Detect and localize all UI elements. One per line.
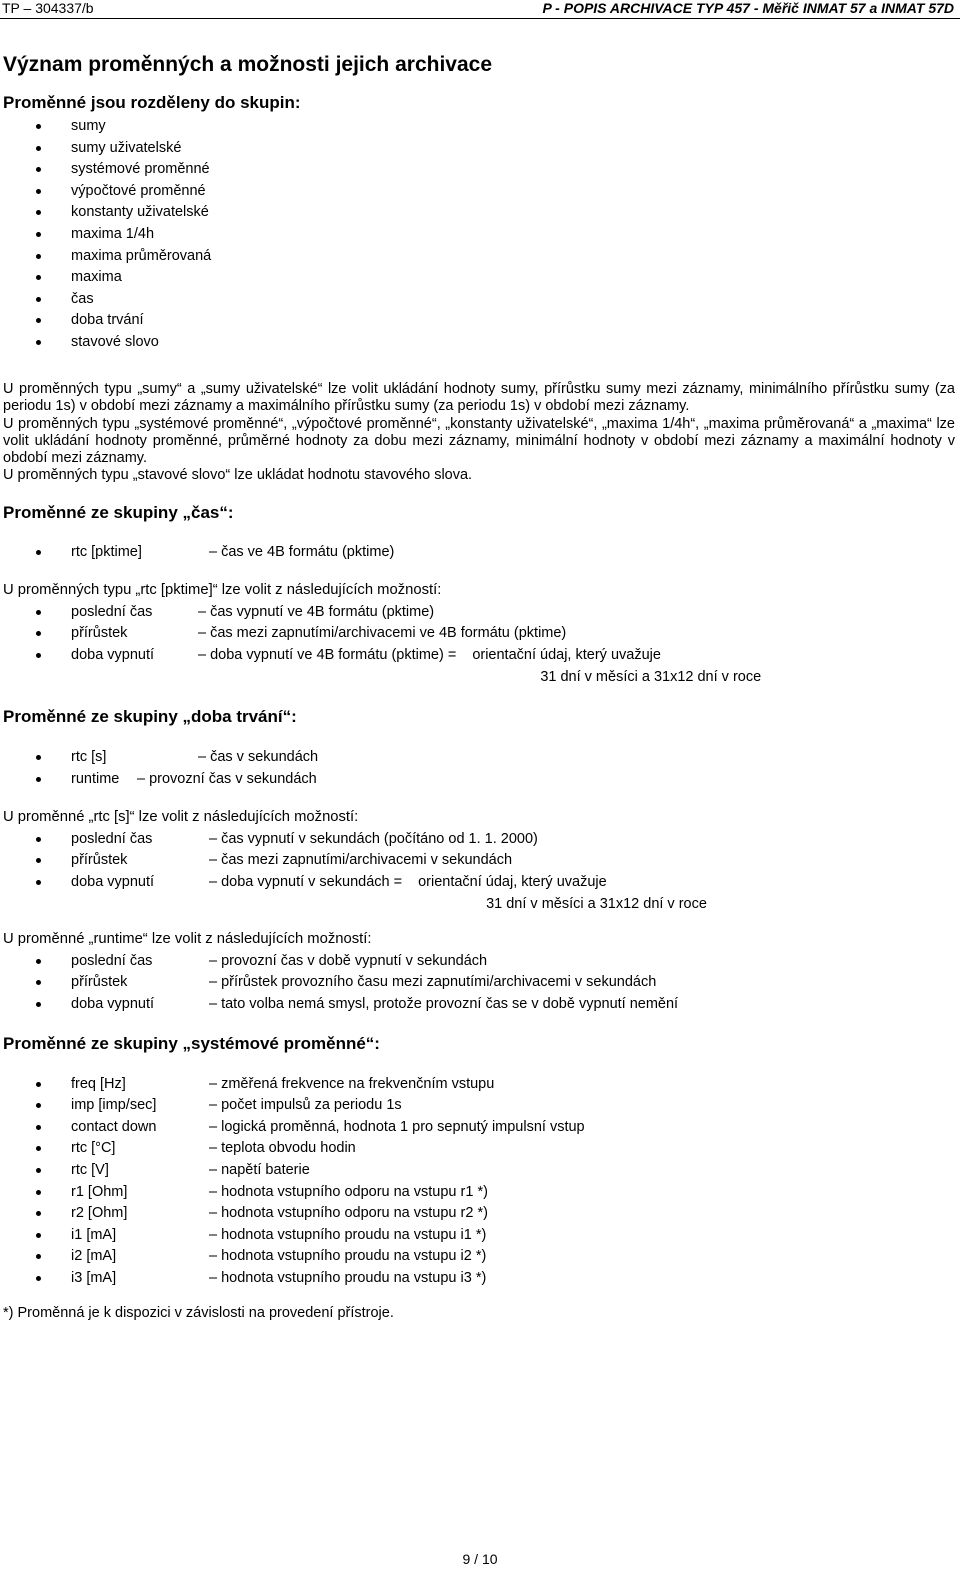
- variable-term: rtc [s]: [71, 749, 107, 766]
- variable-term: imp [imp/sec]: [71, 1097, 157, 1114]
- variable-description: – napětí baterie: [209, 1162, 310, 1178]
- list-item: maxima průměrovaná: [3, 246, 955, 268]
- list-item: stavové slovo: [3, 332, 955, 354]
- list-item: [3, 1268, 955, 1290]
- list-item: [3, 1182, 955, 1204]
- rtc-options-intro: U proměnné „rtc [s]“ lze volit z následujících možností:: [3, 809, 359, 826]
- variable-description: – čas mezi zapnutími/archivacemi v sekundách: [209, 852, 513, 869]
- runtime-options-list: [3, 951, 955, 1016]
- page-header: [0, 0, 960, 19]
- document-body: [3, 52, 955, 1322]
- variable-term: poslední čas: [71, 952, 153, 969]
- variable-description: – hodnota vstupního proudu na vstupu i2 *): [209, 1248, 487, 1265]
- header-title: P - POPIS ARCHIVACE TYP 457 - Měřič INMAT 57 a INMAT 57D: [542, 0, 954, 16]
- variable-description: – změřená frekvence na frekvenčním vstupu: [209, 1075, 495, 1092]
- variable-description: – doba vypnutí ve 4B formátu (pktime) =: [198, 646, 457, 663]
- variable-description: – teplota obvodu hodin: [209, 1140, 356, 1157]
- variable-description: – tato volba nemá smysl, protože provozní čas se v době vypnutí nemění: [209, 996, 679, 1013]
- list-item: konstanty uživatelské: [3, 202, 955, 224]
- list-item: [3, 623, 955, 645]
- list-item: systémové proměnné: [3, 159, 955, 181]
- variable-note: orientační údaj, který uvažuje: [418, 874, 607, 891]
- variable-description: – hodnota vstupního odporu na vstupu r2 *): [209, 1205, 488, 1222]
- list-item: [3, 951, 955, 973]
- list-item: [3, 1074, 955, 1096]
- variable-description: – provozní čas v době vypnutí v sekundách: [209, 952, 488, 969]
- paragraph-system: U proměnných typu „systémové proměnné“, „výpočtové proměnné“, „konstanty uživatelské“, „maxima 1/4h“, „maxima průměrovaná“ a „maxima“ lze volit ukládání hodnoty proměnné, průměrné hodnoty za dobu mezi záznamy, minimální hodnoty v období mezi záznamy a maximální hodnoty v období mezi záznamy.: [3, 415, 955, 466]
- list-item: [3, 972, 955, 994]
- variable-term: poslední čas: [71, 603, 153, 620]
- variable-term: runtime: [71, 770, 120, 787]
- variable-description: – čas mezi zapnutími/archivacemi ve 4B formátu (pktime): [198, 625, 567, 642]
- document-id: TP – 304337/b: [2, 0, 94, 16]
- variable-term: doba vypnutí: [71, 996, 155, 1013]
- runtime-options-intro: U proměnné „runtime“ lze volit z následujících možností:: [3, 931, 372, 948]
- paragraph-sums: U proměnných typu „sumy“ a „sumy uživatelské“ lze volit ukládání hodnoty sumy, přírůstku sumy mezi záznamy, minimálního přírůstku sumy (za periodu 1s) v období mezi záznamy a maximálního přírůstku sumy (za periodu 1s) v období mezi záznamy.: [3, 380, 955, 414]
- page-number: 9 / 10: [462, 1551, 498, 1567]
- list-item: maxima 1/4h: [3, 224, 955, 246]
- variable-note-line2: 31 dní v měsíci a 31x12 dní v roce: [540, 668, 762, 685]
- list-item: [3, 769, 955, 791]
- variable-term: rtc [pktime]: [71, 543, 142, 560]
- list-item: [3, 645, 955, 688]
- variable-term: i2 [mA]: [71, 1248, 117, 1265]
- variable-term: rtc [°C]: [71, 1140, 116, 1157]
- list-item: [3, 1138, 955, 1160]
- paragraph-status: U proměnných typu „stavové slovo“ lze ukládat hodnotu stavového slova.: [3, 466, 473, 483]
- variable-term: r2 [Ohm]: [71, 1205, 128, 1222]
- list-item: [3, 602, 955, 624]
- page-title: Význam proměnných a možnosti jejich archivace: [3, 53, 492, 76]
- system-variable-list: [3, 1074, 955, 1290]
- section-heading-doba: Proměnné ze skupiny „doba trvání“:: [3, 707, 297, 727]
- variable-description: – logická proměnná, hodnota 1 pro sepnutý impulsní vstup: [209, 1118, 585, 1135]
- list-item: [3, 1246, 955, 1268]
- variable-description: – čas v sekundách: [198, 749, 319, 766]
- variable-term: r1 [Ohm]: [71, 1183, 128, 1200]
- list-item: [3, 747, 955, 769]
- list-item: maxima: [3, 267, 955, 289]
- list-item: [3, 1160, 955, 1182]
- groups-heading: Proměnné jsou rozděleny do skupin:: [3, 93, 301, 112]
- list-item: výpočtové proměnné: [3, 181, 955, 203]
- variable-description: – čas ve 4B formátu (pktime): [209, 543, 395, 560]
- variable-term: i1 [mA]: [71, 1226, 117, 1243]
- variable-term: doba vypnutí: [71, 874, 155, 891]
- variable-term: i3 [mA]: [71, 1269, 117, 1286]
- section-heading-system: Proměnné ze skupiny „systémové proměnné“:: [3, 1033, 380, 1053]
- section-heading-cas: Proměnné ze skupiny „čas“:: [3, 502, 234, 522]
- variable-term: přírůstek: [71, 625, 128, 642]
- variable-description: – doba vypnutí v sekundách =: [209, 874, 403, 891]
- list-item: [3, 1203, 955, 1225]
- variable-description: – hodnota vstupního odporu na vstupu r1 *): [209, 1183, 488, 1200]
- list-item: [3, 829, 955, 851]
- variable-term: freq [Hz]: [71, 1075, 126, 1092]
- variable-description: – čas vypnutí v sekundách (počítáno od 1. 1. 2000): [209, 830, 538, 847]
- list-item: doba trvání: [3, 310, 955, 332]
- cas-options-intro: U proměnných typu „rtc [pktime]“ lze volit z následujících možností:: [3, 582, 442, 599]
- variable-term: přírůstek: [71, 974, 128, 991]
- groups-list: [3, 116, 955, 354]
- footnote: *) Proměnná je k dispozici v závislosti na provedení přístroje.: [3, 1304, 394, 1321]
- variable-term: doba vypnutí: [71, 646, 155, 663]
- doba-variable-list: [3, 747, 955, 790]
- list-item: [3, 850, 955, 872]
- variable-term: rtc [V]: [71, 1162, 109, 1178]
- list-item: [3, 1225, 955, 1247]
- list-item: čas: [3, 289, 955, 311]
- list-item: [3, 1117, 955, 1139]
- rtc-options-list: [3, 829, 955, 915]
- list-item: [3, 542, 955, 564]
- list-item: [3, 872, 955, 915]
- variable-note: orientační údaj, který uvažuje: [472, 646, 661, 663]
- cas-variable-list: [3, 542, 955, 564]
- variable-description: – hodnota vstupního proudu na vstupu i1 *): [209, 1226, 487, 1243]
- list-item: sumy: [3, 116, 955, 138]
- list-item: sumy uživatelské: [3, 138, 955, 160]
- variable-note-line2: 31 dní v měsíci a 31x12 dní v roce: [486, 895, 707, 912]
- variable-description: – počet impulsů za periodu 1s: [209, 1097, 402, 1114]
- variable-description: – provozní čas v sekundách: [137, 770, 317, 787]
- variable-description: – čas vypnutí ve 4B formátu (pktime): [198, 603, 435, 620]
- variable-term: contact down: [71, 1118, 157, 1135]
- cas-options-list: [3, 602, 955, 688]
- list-item: [3, 994, 955, 1016]
- variable-description: – hodnota vstupního proudu na vstupu i3 *): [209, 1269, 487, 1286]
- variable-term: poslední čas: [71, 830, 153, 847]
- list-item: [3, 1095, 955, 1117]
- variable-term: přírůstek: [71, 852, 128, 869]
- variable-description: – přírůstek provozního času mezi zapnutími/archivacemi v sekundách: [209, 974, 657, 991]
